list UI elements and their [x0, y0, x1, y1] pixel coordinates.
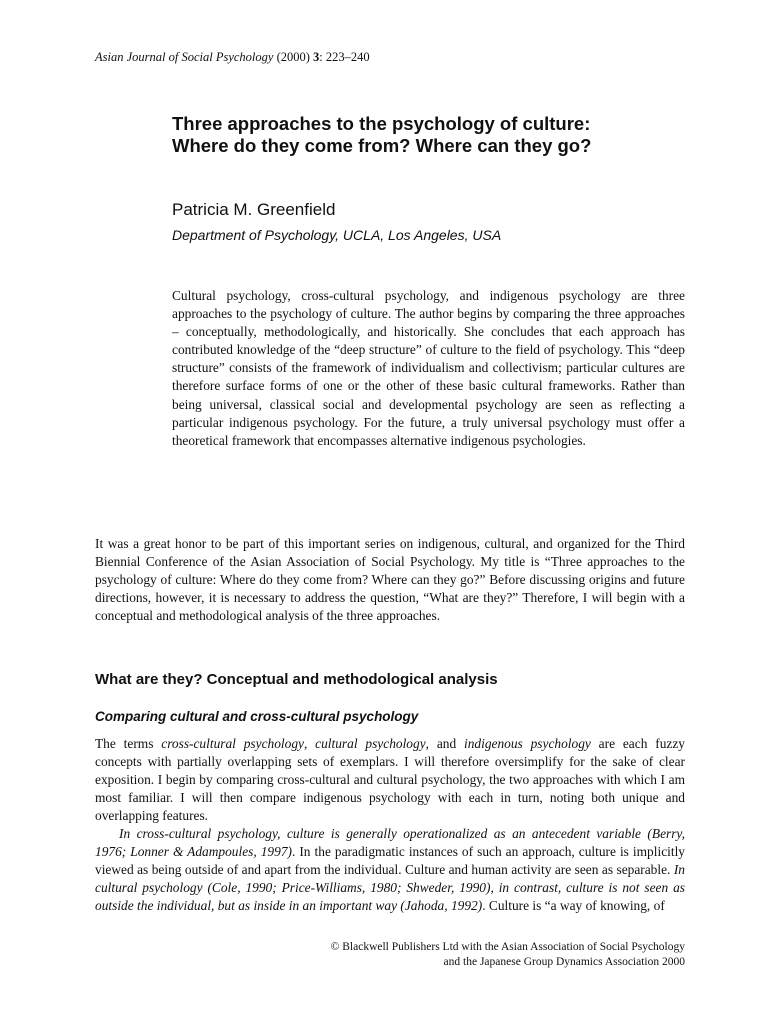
abstract: Cultural psychology, cross-cultural psychology, and indigenous psychology are three approaches to the psychology of culture. The author begins by comparing the three approaches – conceptually, methodologically, and historically. She concludes that each approach has contributed knowledge of the “deep structure” of culture to the field of psychology. This “deep structure” consists of the framework of individualism and collectivism; particular cultures are therefore surface forms of one or the other of these basic cultural frameworks. Rather than being universal, classical social and developmental psychology are seen as reflecting a particular indigenous psychology. For the future, a truly universal psychology must offer a theoretical framework that encompasses alternative indigenous psychologies. [172, 288, 685, 448]
article-title: Three approaches to the psychology of culture: Where do they come from? Where can they go? [172, 113, 592, 156]
journal-name: Asian Journal of Social Psychology [95, 50, 274, 64]
body-paragraph-terms: The terms cross-cultural psychology, cultural psychology, and indigenous psychology are each fuzzy concepts with partially overlapping sets of exemplars. I will therefore oversimplify for the sake of clear exposition. I begin by comparing cross-cultural and cultural psychology, the two approaches with which I am most familiar. I will then compare indigenous psychology with each in turn, noting both unique and overlapping features. [95, 736, 685, 824]
journal-year: (2000) [276, 50, 310, 64]
journal-volume: 3 [313, 50, 320, 64]
subsection-heading: Comparing cultural and cross-cultural psychology [95, 709, 419, 724]
intro-paragraph: It was a great honor to be part of this important series on indigenous, cultural, and organized for the Third Biennial Conference of the Asian Association of Social Psychology. My title is “Three approaches to the psychology of culture: Where do they come from? Where can they go?” Before discussing origins and future directions, however, it is necessary to address the question, “What are they?” Therefore, I will begin with a conceptual and methodological analysis of the three approaches. [95, 536, 685, 624]
body-paragraph-cross-cultural: In cross-cultural psychology, culture is generally operationalized as an antecedent variable (Berry, 1976; Lonner & Adampoules, 1997). In the paradigmatic instances of such an approach, culture is implicitly viewed as being outside of and apart from the individual. Culture and human activity are seen as separable. In cultural psychology (Cole, 1990; Price-Williams, 1980; Shweder, 1990), in contrast, culture is not seen as outside the individual, but as inside in an important way (Jahoda, 1992). Culture is “a way of knowing, of [95, 826, 685, 914]
author-affiliation: Department of Psychology, UCLA, Los Angeles, USA [172, 227, 502, 243]
copyright-footer [331, 940, 685, 970]
journal-pages: : 223–240 [319, 50, 370, 64]
running-head [95, 50, 370, 65]
copyright-line-1: © Blackwell Publishers Ltd with the Asian Association of Social Psychology [330, 941, 685, 953]
copyright-line-2: and the Japanese Group Dynamics Association 2000 [443, 956, 685, 968]
author-name: Patricia M. Greenfield [172, 200, 336, 219]
section-heading: What are they? Conceptual and methodological analysis [95, 671, 498, 688]
